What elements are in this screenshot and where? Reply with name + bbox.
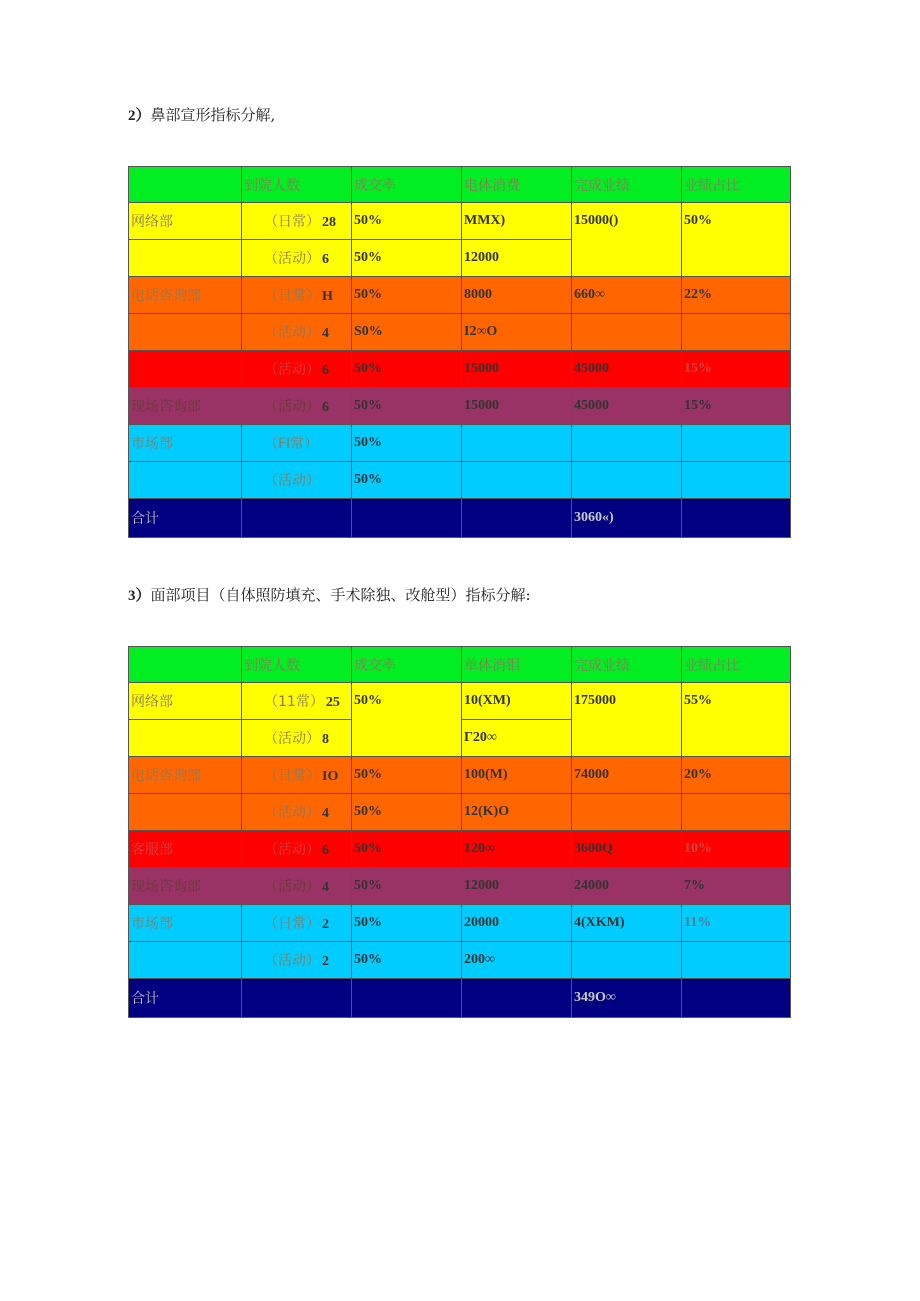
visits-cell: （FI常） <box>242 425 352 462</box>
table-row <box>129 203 791 240</box>
dept-cell <box>129 720 242 757</box>
dept-cell: 电话咨询部 <box>129 277 242 314</box>
perf-cell: 45000 <box>572 351 682 388</box>
table-total-row <box>129 499 791 538</box>
empty-cell <box>352 979 462 1018</box>
dept-cell <box>129 942 242 979</box>
empty-cell <box>462 499 572 538</box>
table-row <box>129 942 791 979</box>
visits-cell: （活动） 6 <box>242 388 352 425</box>
spend-cell: MMX) <box>462 203 572 240</box>
visits-cell: （活动） <box>242 462 352 499</box>
dept-cell: 市场部 <box>129 425 242 462</box>
dept-cell: 市场部 <box>129 905 242 942</box>
empty-cell <box>242 979 352 1018</box>
visits-cell: （11常） 25 <box>242 683 352 720</box>
perf-cell <box>572 425 682 462</box>
share-cell <box>682 794 791 831</box>
share-cell: 15% <box>682 351 791 388</box>
spend-cell: 120∞ <box>462 831 572 868</box>
dept-cell <box>129 794 242 831</box>
table-row <box>129 905 791 942</box>
share-cell: 50% <box>682 203 791 277</box>
empty-cell <box>352 499 462 538</box>
share-cell: 15% <box>682 388 791 425</box>
spend-cell: 100(M) <box>462 757 572 794</box>
header-cell: 到院人数 <box>242 647 352 683</box>
dept-cell <box>129 314 242 351</box>
rate-cell: 50% <box>352 203 462 240</box>
spend-cell: Γ20∞ <box>462 720 572 757</box>
perf-cell: 3600Q <box>572 831 682 868</box>
visits-cell: （活动） 2 <box>242 942 352 979</box>
perf-cell: 15000() <box>572 203 682 277</box>
section-number: 2） <box>128 108 151 124</box>
section-title: 鼻部宣形指标分解, <box>150 106 276 124</box>
table-row <box>129 794 791 831</box>
table-row <box>129 831 791 868</box>
rate-cell: 50% <box>352 462 462 499</box>
perf-cell: 45000 <box>572 388 682 425</box>
visits-cell: （日常） 28 <box>242 203 352 240</box>
share-cell <box>682 942 791 979</box>
spend-cell: 15000 <box>462 351 572 388</box>
visits-cell: （日常） H <box>242 277 352 314</box>
table-row <box>129 757 791 794</box>
table-row <box>129 277 791 314</box>
rate-cell: 50% <box>352 942 462 979</box>
visits-cell: （活动） 4 <box>242 868 352 905</box>
dept-cell: 现场咨询部 <box>129 388 242 425</box>
dept-cell: 网络部 <box>129 203 242 240</box>
dept-cell: 电话咨询部 <box>129 757 242 794</box>
total-perf: 349O∞ <box>572 979 682 1018</box>
nose-indicator-table <box>128 166 791 538</box>
share-cell: 20% <box>682 757 791 794</box>
header-cell: 电体消费 <box>462 167 572 203</box>
rate-cell: 50% <box>352 757 462 794</box>
table-row <box>129 425 791 462</box>
spend-cell: I2∞O <box>462 314 572 351</box>
share-cell: 55% <box>682 683 791 757</box>
perf-cell: 74000 <box>572 757 682 794</box>
rate-cell: 50% <box>352 868 462 905</box>
spend-cell <box>462 425 572 462</box>
section-heading-face <box>128 584 531 605</box>
header-cell: 完成业绩 <box>572 647 682 683</box>
visits-cell: （活动） 4 <box>242 794 352 831</box>
visits-cell: （活动） 4 <box>242 314 352 351</box>
table-row <box>129 462 791 499</box>
table-row <box>129 868 791 905</box>
header-cell: 成交率 <box>352 647 462 683</box>
dept-cell: 现场咨询部 <box>129 868 242 905</box>
visits-cell: （活动） 6 <box>242 240 352 277</box>
dept-cell <box>129 240 242 277</box>
perf-cell: 175000 <box>572 683 682 757</box>
section-heading-nose <box>128 104 275 125</box>
total-label: 合计 <box>129 979 242 1018</box>
rate-cell: 50% <box>352 388 462 425</box>
header-cell: 业绩占比 <box>682 647 791 683</box>
visits-cell: （活动） 6 <box>242 351 352 388</box>
section-title: 面部项目（自体照防填充、手术除独、改舱型）指标分解: <box>150 586 531 604</box>
rate-cell: 50% <box>352 831 462 868</box>
spend-cell: 20000 <box>462 905 572 942</box>
rate-cell: S0% <box>352 314 462 351</box>
table-header-row <box>129 647 791 683</box>
share-cell: 22% <box>682 277 791 314</box>
rate-cell: 50% <box>352 905 462 942</box>
rate-cell: 50% <box>352 683 462 757</box>
total-perf: 3060«) <box>572 499 682 538</box>
visits-cell: （活动） 8 <box>242 720 352 757</box>
spend-cell: 12000 <box>462 868 572 905</box>
spend-cell: 8000 <box>462 277 572 314</box>
visits-cell: （日常） IO <box>242 757 352 794</box>
visits-cell: （日常） 2 <box>242 905 352 942</box>
spend-cell: 200∞ <box>462 942 572 979</box>
share-cell <box>682 425 791 462</box>
section-number: 3） <box>128 588 151 604</box>
table-header-row <box>129 167 791 203</box>
rate-cell: 50% <box>352 240 462 277</box>
header-cell <box>129 167 242 203</box>
dept-cell <box>129 462 242 499</box>
share-cell: 10% <box>682 831 791 868</box>
perf-cell: 660∞ <box>572 277 682 314</box>
table-row <box>129 314 791 351</box>
table-row <box>129 683 791 720</box>
perf-cell <box>572 794 682 831</box>
dept-cell: 网络部 <box>129 683 242 720</box>
perf-cell: 24000 <box>572 868 682 905</box>
spend-cell: 10(XM) <box>462 683 572 720</box>
perf-cell <box>572 462 682 499</box>
rate-cell: 50% <box>352 351 462 388</box>
empty-cell <box>462 979 572 1018</box>
header-cell: 到院人数 <box>242 167 352 203</box>
header-cell: 成交率 <box>352 167 462 203</box>
perf-cell <box>572 314 682 351</box>
empty-cell <box>242 499 352 538</box>
rate-cell: 50% <box>352 794 462 831</box>
rate-cell: 50% <box>352 277 462 314</box>
spend-cell: 15000 <box>462 388 572 425</box>
perf-cell <box>572 942 682 979</box>
share-cell <box>682 314 791 351</box>
header-cell: 完成业绩 <box>572 167 682 203</box>
share-cell: 11% <box>682 905 791 942</box>
table-row <box>129 351 791 388</box>
header-cell <box>129 647 242 683</box>
total-label: 合计 <box>129 499 242 538</box>
share-cell <box>682 462 791 499</box>
spend-cell: 12(K)O <box>462 794 572 831</box>
table-row <box>129 388 791 425</box>
face-indicator-table <box>128 646 791 1018</box>
dept-cell: 客服部 <box>129 831 242 868</box>
empty-cell <box>682 499 791 538</box>
header-cell: 业绩占比 <box>682 167 791 203</box>
spend-cell: 12000 <box>462 240 572 277</box>
header-cell: 单体消钼 <box>462 647 572 683</box>
visits-cell: （活动） 6 <box>242 831 352 868</box>
table-total-row <box>129 979 791 1018</box>
spend-cell <box>462 462 572 499</box>
share-cell: 7% <box>682 868 791 905</box>
dept-cell <box>129 351 242 388</box>
rate-cell: 50% <box>352 425 462 462</box>
perf-cell: 4(XKM) <box>572 905 682 942</box>
empty-cell <box>682 979 791 1018</box>
